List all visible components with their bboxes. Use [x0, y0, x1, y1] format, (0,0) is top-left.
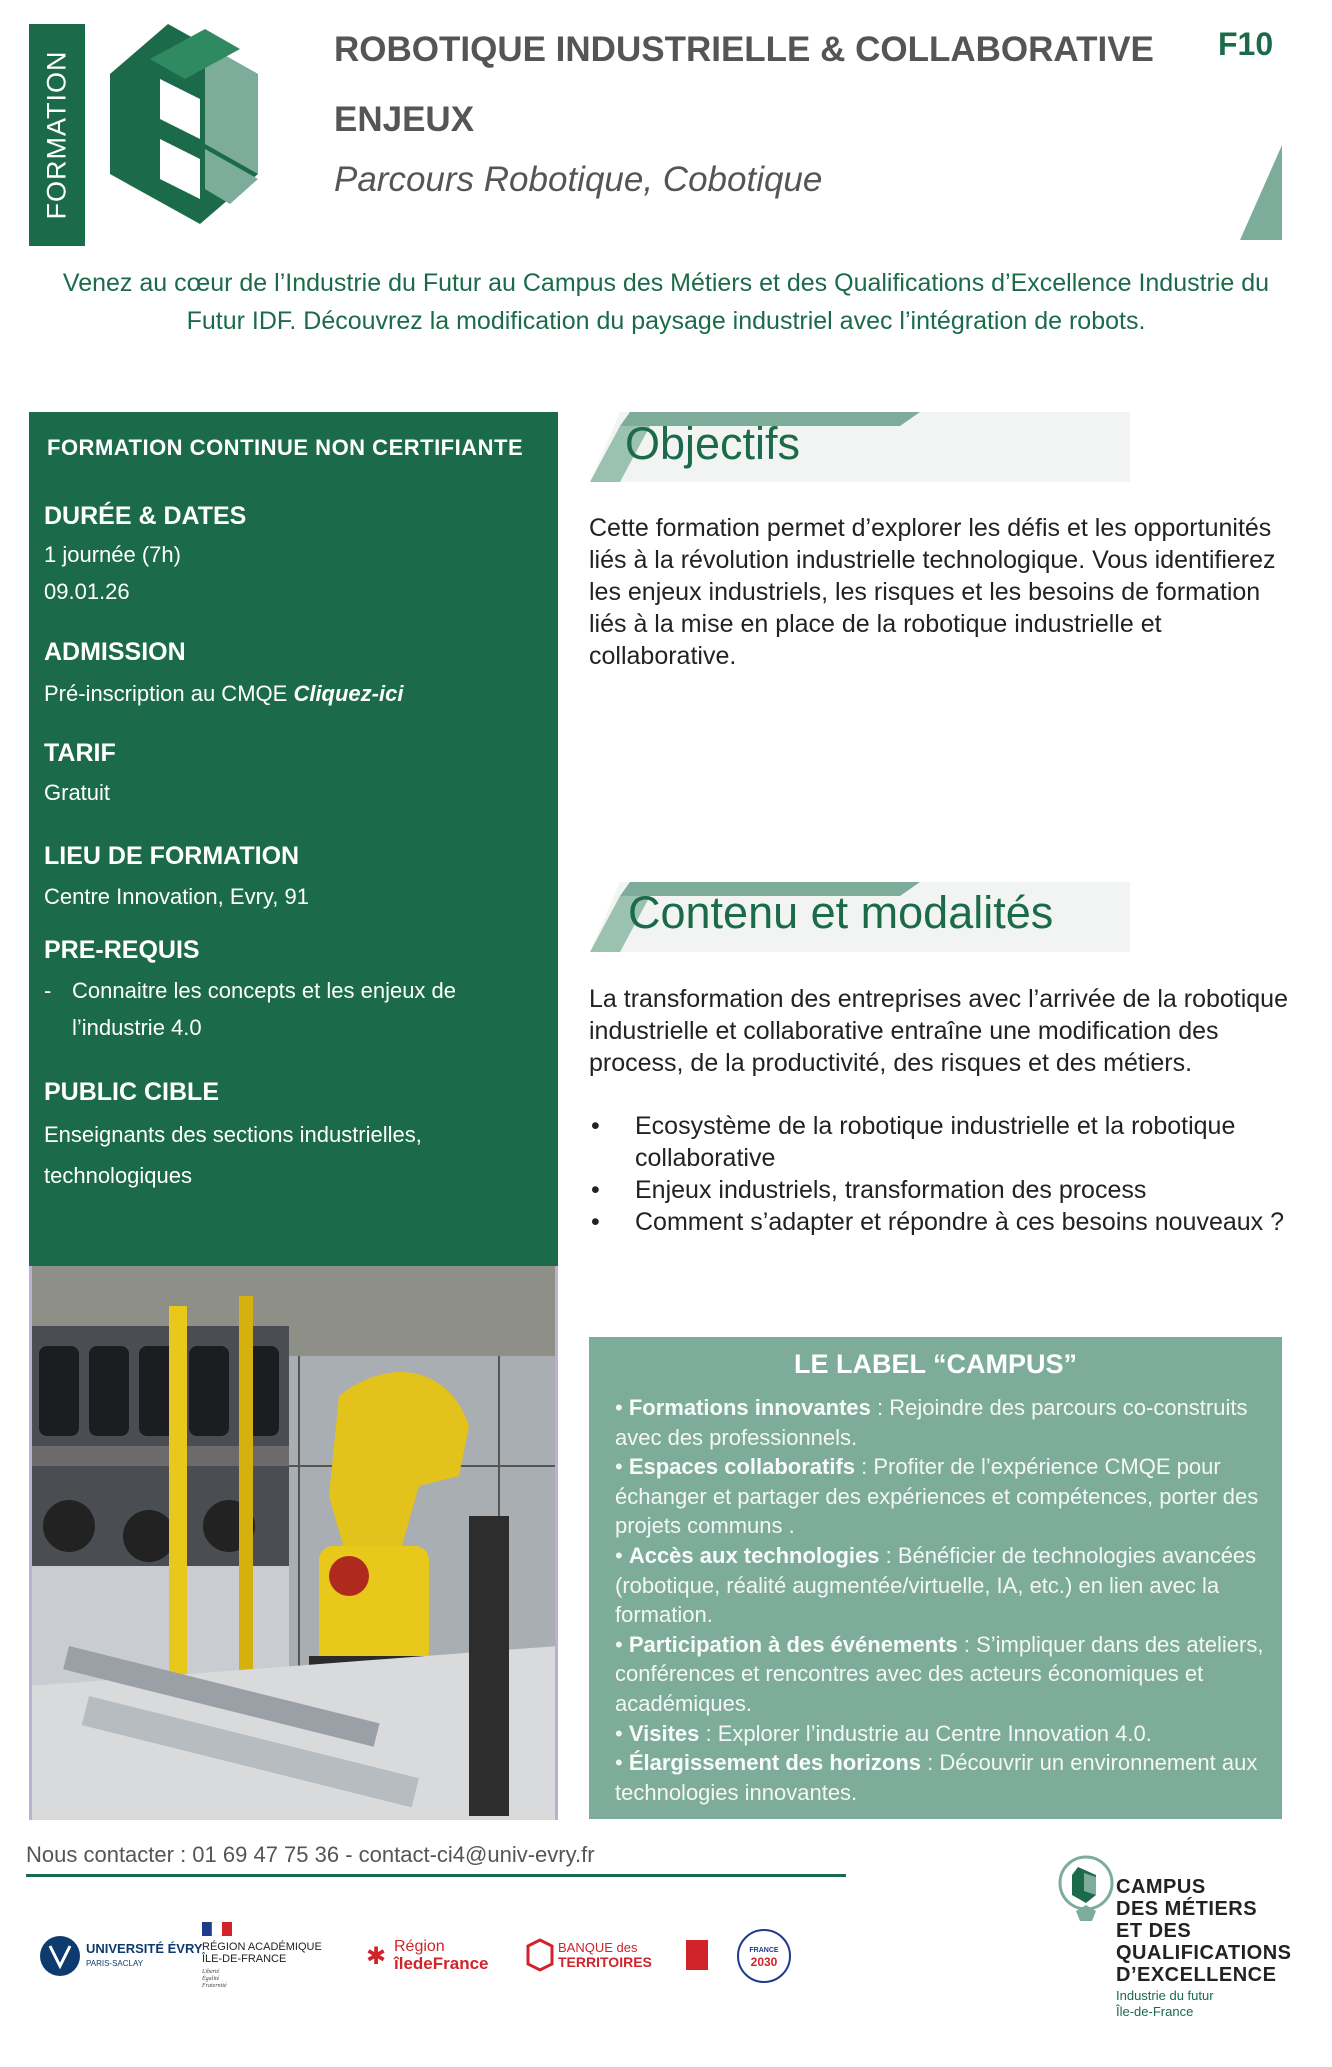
- region-acad-1: RÉGION ACADÉMIQUE: [202, 1941, 322, 1953]
- list-item: • Comment s’adapter et répondre à ces besoins nouveaux ?: [591, 1208, 1284, 1236]
- info-panel: [29, 412, 558, 1266]
- cmq-subtitle: Industrie du futur Île-de-France: [1116, 1988, 1214, 2019]
- duration-value: 1 journée (7h): [44, 542, 181, 567]
- admission-label: Pré-inscription au CMQE: [44, 681, 288, 706]
- admission-link[interactable]: Cliquez-ici: [293, 681, 404, 706]
- list-item: • Accès aux technologies : Bénéficier de technologies avancées (robotique, réalité augmentée/virtuelle, IA, etc.) en lien avec la formation.: [615, 1542, 1257, 1628]
- public-heading: PUBLIC CIBLE: [44, 1078, 219, 1106]
- admission-text: [44, 681, 403, 707]
- cmq-title: CAMPUS DES MÉTIERS ET DES QUALIFICATIONS D’EXCELLENCE: [1116, 1876, 1292, 1986]
- contact-text: Nous contacter : 01 69 47 75 36 - contact-ci4@univ-evry.fr: [26, 1842, 595, 1867]
- tarif-value: Gratuit: [44, 780, 111, 805]
- region-idf-1: Région: [394, 1938, 445, 1955]
- evry-name: UNIVERSITÉ ÉVRY: [86, 1941, 203, 1956]
- region-idf-logo: [366, 1938, 489, 1973]
- public-line-1: Enseignants des sections industrielles,: [44, 1122, 422, 1147]
- label-list: [615, 1393, 1265, 1807]
- svg-text:Fraternité: Fraternité: [202, 1983, 227, 1989]
- contenu-text: La transformation des entreprises avec l’arrivée de la robotique industrielle et collaborative entraîne une modification des process, de la productivité, des risques et des métiers.: [589, 985, 1288, 1077]
- lieu-value: Centre Innovation, Evry, 91: [44, 884, 309, 909]
- admission-heading: ADMISSION: [44, 638, 186, 666]
- formation-tab: [29, 24, 85, 246]
- list-item: • Visites : Explorer l’industrie au Centre Innovation 4.0.: [615, 1720, 1152, 1746]
- prereq-heading: PRE-REQUIS: [44, 936, 200, 964]
- svg-text:Liberté: Liberté: [202, 1969, 220, 1975]
- panel-title: FORMATION CONTINUE NON CERTIFIANTE: [47, 435, 524, 460]
- public-line-2: technologiques: [44, 1163, 193, 1188]
- objectifs-text: Cette formation permet d’explorer les défis et les opportunités liés à la révolution industrielle technologique. Vous identifierez les enjeux industriels, les risques et les besoins de formation liés à la mise en place de la robotique industrielle et collaborative.: [589, 514, 1276, 670]
- france-1: FRANCE: [749, 1947, 779, 1954]
- svg-text:✱: ✱: [366, 1942, 387, 1970]
- intro-text: Venez au cœur de l’Industrie du Futur au Campus des Métiers et des Qualifications d’Excellence Industrie du Futur IDF. Découvrez la modification du paysage industriel avec l’intégration de robots.: [62, 269, 1270, 335]
- partner-logos: [38, 1920, 798, 1992]
- contenu-bullets: [589, 1110, 1289, 1238]
- tarif-heading: TARIF: [44, 739, 116, 767]
- formation-logo-icon: [110, 24, 300, 224]
- list-item: • Espaces collaboratifs : Profiter de l’expérience CMQE pour échanger et partager des expériences et compétences, porter des projets communs .: [615, 1454, 1259, 1539]
- evry-sub: PARIS-SACLAY: [86, 1959, 144, 1968]
- list-item: • Ecosystème de la robotique industrielle et la robotique collaborative: [591, 1112, 1236, 1172]
- lieu-heading: LIEU DE FORMATION: [44, 842, 300, 870]
- univ-evry-logo: [40, 1936, 203, 1976]
- objectifs-title: Objectifs: [625, 418, 801, 469]
- list-item: • Élargissement des horizons : Découvrir un environnement aux technologies innovantes.: [615, 1750, 1258, 1805]
- region-academique-logo: [201, 1922, 322, 1989]
- france-2: 2030: [750, 1955, 778, 1969]
- prereq-item: Connaitre les concepts et les enjeux de l’industrie 4.0: [72, 978, 457, 1040]
- prereq-dash: -: [44, 978, 52, 1003]
- list-item: • Formations innovantes : Rejoindre des parcours co-construits avec des professionnels.: [615, 1395, 1248, 1450]
- list-item: • Enjeux industriels, transformation des process: [591, 1176, 1147, 1204]
- duration-heading: DURÉE & DATES: [44, 502, 247, 530]
- banque-territoires-logo: [528, 1940, 708, 1970]
- page-subtitle: ENJEUX: [334, 100, 475, 139]
- contenu-title: Contenu et modalités: [628, 887, 1054, 938]
- label-title: LE LABEL “CAMPUS”: [793, 1349, 1077, 1379]
- region-idf-2: îledeFrance: [394, 1954, 489, 1973]
- corner-triangle-icon: [1240, 145, 1282, 240]
- divider: [26, 1874, 846, 1877]
- formation-tab-label: FORMATION: [41, 50, 72, 220]
- page-title: ROBOTIQUE INDUSTRIELLE & COLLABORATIVE: [334, 30, 1154, 69]
- label-campus-box: [589, 1337, 1282, 1819]
- course-track: Parcours Robotique, Cobotique: [334, 160, 823, 199]
- france-2030-logo: [738, 1930, 790, 1982]
- robot-photo: [29, 1266, 558, 1820]
- banque-1: BANQUE des: [558, 1940, 638, 1955]
- prereq-list: [44, 972, 544, 1046]
- region-acad-2: ÎLE-DE-FRANCE: [202, 1953, 287, 1965]
- cmq-logo-icon: [1056, 1853, 1116, 1923]
- banque-2: TERRITOIRES: [558, 1954, 652, 1970]
- list-item: • Participation à des événements : S’impliquer dans des ateliers, conférences et rencontres avec des acteurs économiques et académiques.: [615, 1631, 1264, 1716]
- course-code: F10: [1218, 26, 1274, 62]
- dates-value: 09.01.26: [44, 579, 130, 604]
- svg-text:Égalité: Égalité: [202, 1976, 220, 1982]
